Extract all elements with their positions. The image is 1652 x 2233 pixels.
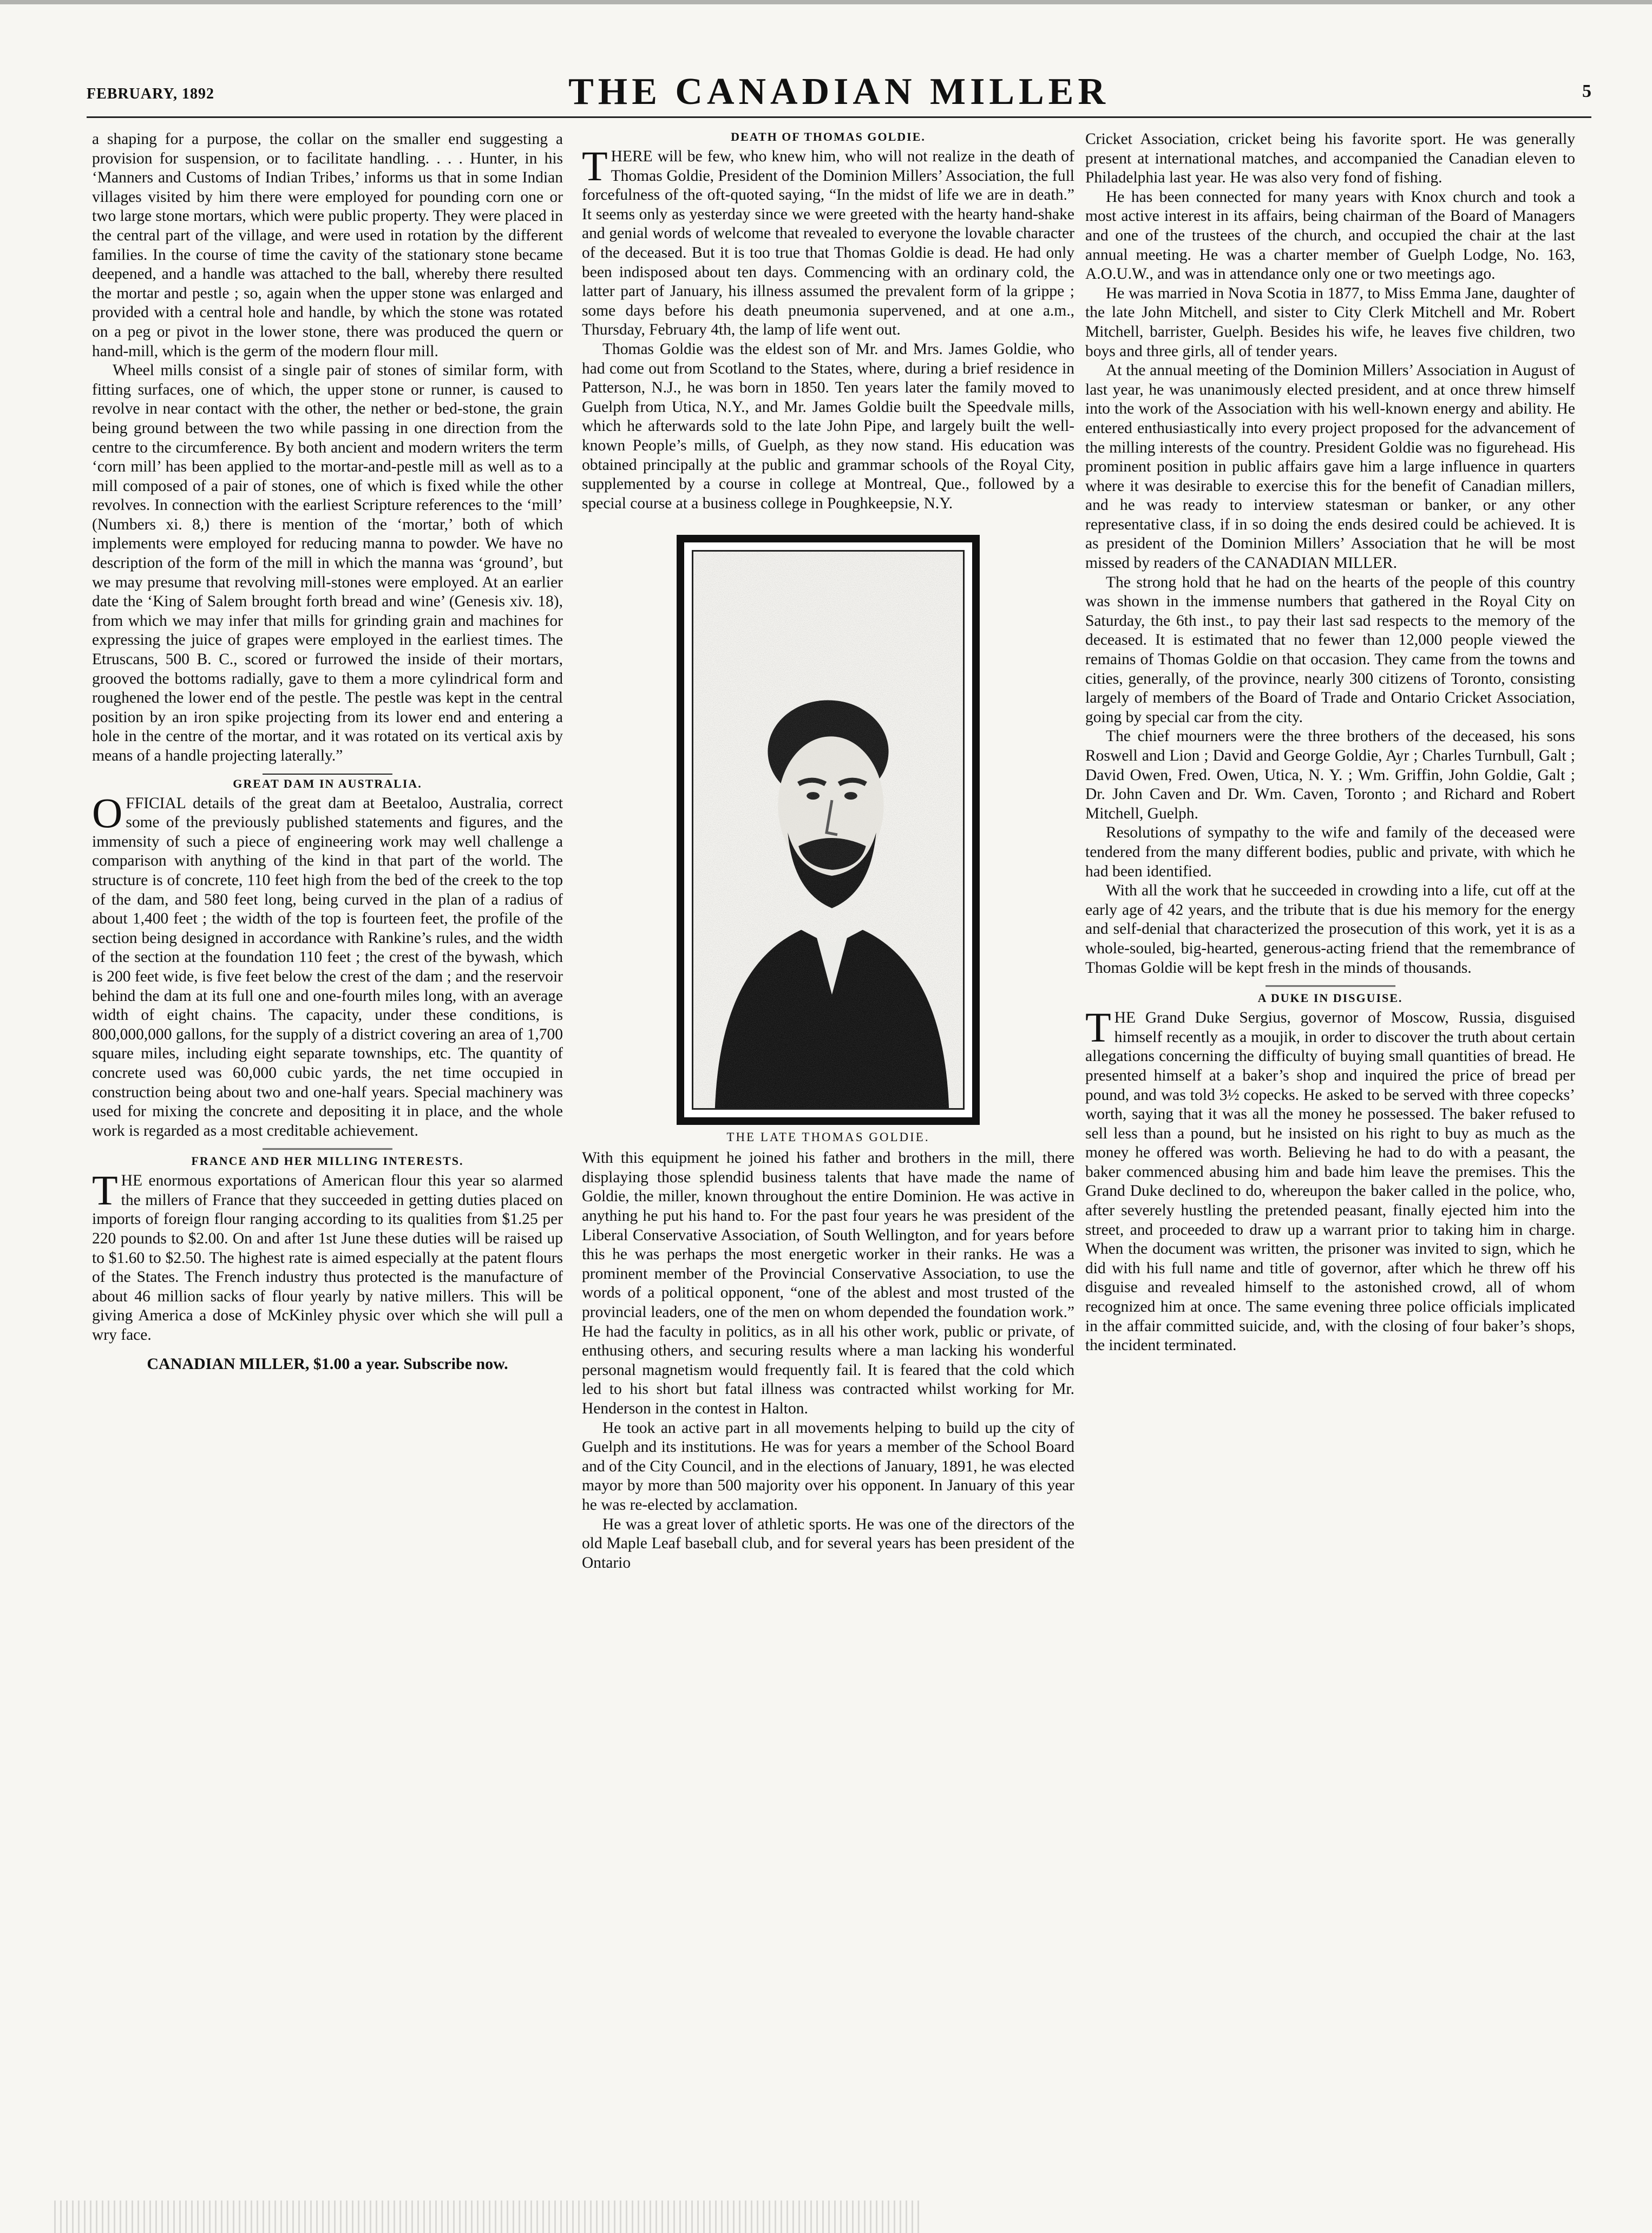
subscribe-notice: CANADIAN MILLER, $1.00 a year. Subscribe now. [147, 1354, 508, 1373]
goldie-paragraph: He was a great lover of athletic sports. He was one of the directors of the old Maple Leaf baseball club, and for several years has been president of the Ontario [582, 1515, 1074, 1571]
scan-edge-bottom [54, 2201, 920, 2233]
column-2 [582, 130, 1074, 1573]
duke-heading: A DUKE IN DISGUISE. [1257, 991, 1403, 1005]
goldie-paragraph: Resolutions of sympathy to the wife and family of the deceased were tendered from the many different bodies, public and private, with which he had been identified. [1085, 824, 1575, 880]
france-heading: FRANCE AND HER MILLING INTERESTS. [191, 1154, 464, 1168]
dam-heading: GREAT DAM IN AUSTRALIA. [233, 776, 422, 790]
portrait-frame [677, 535, 980, 1125]
goldie-paragraph: Thomas Goldie was the eldest son of Mr. and Mrs. James Goldie, who had come out from Scotland to the States, where, during a brief residence in Patterson, N.J., he was born in 1850. Ten years later the family moved to Guelph from Utica, N.Y., and Mr. James Goldie built the Speedvale mills, which he afterwards sold to the late John Pipe, and largely built the well-known People’s mills, of Guelph, as they now stand. His education was obtained principally at the public and grammar schools of the Royal City, supplemented by a course in college at Montreal, Que., followed by a special course at a business college in Poughkeepsie, N.Y. [582, 340, 1074, 512]
goldie-paragraph: With this equipment he joined his father and brothers in the mill, there displaying those splendid business talents that have made the name of Goldie, the miller, known throughout the entire Dominion. He was active in anything he put his hand to. For the past four years he was president of the Liberal Conservative Association, of South Wellington, and for years before this he was perhaps the most energetic worker in their ranks. He was a prominent member of the Provincial Conservative Association, to use the words of a political opponent, “one of the ablest and most trusted of the provincial leaders, one of the men on whom depended the foundation work.” He had the faculty in politics, as in all his other work, public or private, of enthusing others, and securing results where a man lacking his wonderful personal magnetism would frequently fail. It is feared that the cold which led to his short but fatal illness was contracted whilst working for Mr. Henderson in the contest in Halton. [582, 1149, 1074, 1417]
dam-article [92, 789, 563, 1141]
page-number: 5 [1582, 81, 1591, 101]
header-rule [87, 116, 1591, 118]
dam-article-text: FFICIAL details of the great dam at Beetaloo, Australia, correct some of the previously published statements and figures, and the immensity of such a piece of engineering work may well challenge a comparison with anything of the kind in that part of the world. The structure is of concrete, 110 feet high from the bed of the creek to the top of the dam, and 580 feet long, being curved in the plan of a radius of about 1,400 feet ; the width of the top is fourteen feet, the profile of the section being designed in accordance with Rankine’s rules, and the width of the section at the foundation 110 feet ; the crest of the bywash, which is 200 feet wide, is five feet below the crest of the dam ; and the reservoir behind the dam at its full one and one-fourth miles long, with an average width of eight chains. The capacity, under these conditions, is 800,000,000 gallons, for the supply of a district covering an area of 1,700 square miles, including eight separate townships, etc. The quantity of concrete used was 60,000 cubic yards, the net time occupied in construction being about two and one-half years. Special machinery was used for mixing the concrete and depositing it in place, and the whole work is regarded as a most creditable achievement. [92, 794, 563, 1140]
portrait-image [693, 552, 963, 1108]
duke-article-text: HE Grand Duke Sergius, governor of Moscow, Russia, disguised himself recently as a moujik, in order to discover the truth about certain allegations concerning the difficulty of buying small quantities of bread. He presented himself at a baker’s shop and inquired the price of bread per pound, and was told 3½ copecks. He asked to be served with three copecks’ worth, saying that it was all the money he possessed. The baker refused to sell less than a pound, but he insisted on his right to buy as much as the money he offered was worth. Believing he had to do with a peasant, the baker commenced abusing him and bade him leave the premises. This the Grand Duke declined to do, whereupon the baker called in the police, who, after severely hustling the pretended peasant, finally ejected him into the street, and proceeded to draw up a warrant prior to taking him in charge. When the document was written, the prisoner was invited to sign, which he did with his full name and title of governor, after which he threw off his disguise and revealed himself to the astonished crowd, all of whom recognized him at once. The same evening three police officials implicated in the affair committed suicide, and, with the closing of four baker’s shops, the incident terminated. [1085, 1009, 1575, 1354]
goldie-paragraph: Cricket Association, cricket being his favorite sport. He was generally present at international matches, and accompanied the Canadian eleven to Philadelphia last year. He was also very fond of fishing. [1085, 130, 1575, 187]
goldie-paragraph: He took an active part in all movements helping to build up the city of Guelph and its institutions. He was for years a member of the School Board and of the City Council, and in the elections of January, 1891, he was elected mayor by more than 500 majority over his opponent. In January of this year he was re-elected by acclamation. [582, 1419, 1074, 1514]
goldie-paragraph: At the annual meeting of the Dominion Millers’ Association in August of last year, he was unanimously elected president, and at once threw himself into the work of the Association with his well-known energy and ability. He entered enthusiastically into every project proposed for the advancement of the milling interests of the country. President Goldie was no figurehead. His prominent position in public affairs gave him a large influence in quarters where it was desirable to exercise this for the benefit of Canadian millers, and he was ready to interview statesman or banker, or any other representative class, if in so doing the ends desired could be achieved. It is as president of the Dominion Millers’ Association that he will be most missed by readers of the CANADIAN MILLER. [1085, 362, 1575, 572]
column-1 [92, 130, 563, 1373]
goldie-dropcap: T [582, 142, 608, 189]
goldie-paragraph: He has been connected for many years with Knox church and took a most active interest in its affairs, being chairman of the Board of Managers and one of the trustees of the church, and occupied the chair at the last annual meeting. He was a charter member of Guelph Lodge, No. 163, A.O.U.W., and was in attendance only one or two meetings ago. [1085, 188, 1575, 283]
scan-edge-top [0, 0, 1652, 22]
column-3 [1085, 130, 1575, 1355]
dam-dropcap: O [92, 789, 123, 836]
portrait-photo [692, 550, 965, 1110]
goldie-paragraph: The chief mourners were the three brothers of the deceased, his sons Roswell and Lion ; David and George Goldie, Ayr ; Charles Turnbull, Galt ; David Owen, Fred. Owen, Utica, N. Y. ; Wm. Griffin, John Goldie, Galt ; Dr. John Caven and Dr. Wm. Caven, Toronto ; and Richard and Robert Mitchell, Guelph. [1085, 728, 1575, 822]
issue-date: FEBRUARY, 1892 [87, 86, 215, 102]
section-divider [263, 774, 392, 775]
goldie-paragraph: With all the work that he succeeded in crowding into a life, cut off at the early age of 42 years, and the tribute that is due his memory for the energy and self-denial that characterized the prosecution of this work, yet it is as a whole-souled, big-hearted, generous-acting friend that the remembrance of Thomas Goldie will be kept fresh in the minds of thousands. [1085, 882, 1575, 977]
article-continued-paragraph: a shaping for a purpose, the collar on the smaller end suggesting a provision for suspension, or to facilitate handling. . . . Hunter, in his ‘Manners and Customs of Indian Tribes,’ informs us that in some Indian villages visited by him there were employed for pounding corn one or two large stone mortars, which were public property. They were placed in the central part of the village, and were used in rotation by the different families. In the course of time the cavity of the stationary stone became deepened, and a handle was attached to the ball, whereby there resulted the mortar and pestle ; so, again when the upper stone was enlarged and provided with a central hole and handle, by which the stone was rotated on a peg or pivot in the lower stone, there was produced the quern or hand-mill, which is the germ of the modern flour mill. [92, 130, 563, 360]
duke-dropcap: T [1085, 1004, 1111, 1051]
section-divider [1266, 985, 1395, 989]
goldie-paragraph: The strong hold that he had on the hearts of the people of this country was shown in the immense numbers that gathered in the Royal City on Saturday, the 6th inst., to pay their last sad respects to the memory of the deceased. It is estimated that no fewer than 12,000 people viewed the remains of Thomas Goldie on that occasion. They came from the towns and cities, generally, of the province, nearly 300 citizens of Toronto, consisting largely of members of the Board of Trade and Ontario Cricket Association, going by special car from the city. [1085, 573, 1575, 726]
goldie-paragraph: He was married in Nova Scotia in 1877, to Miss Emma Jane, daughter of the late John Mitchell, and sister to City Clerk Mitchell and Mr. Robert Mitchell, barrister, Guelph. Besides his wife, he leaves five children, two boys and three girls, all of tender years. [1085, 284, 1575, 360]
goldie-paragraph-text: HERE will be few, who knew him, who will not realize in the death of Thomas Goldie, President of the Dominion Millers’ Association, the full forcefulness of the oft-quoted saying, “In the midst of life we are in death.” It seems only as yesterday since we were greeted with the hearty hand-shake and genial words of welcome that revealed to everyone the lovable character of the deceased. But it is too true that Thomas Goldie is dead. He had only been indisposed about ten days. Commencing with an ordinary cold, the latter part of January, his illness assumed the prevalent form of la grippe ; some days before his death pneumonia supervened, and at one a.m., Thursday, February 4th, the lamp of life went out. [582, 148, 1074, 339]
france-article [92, 1167, 563, 1345]
masthead-title: THE CANADIAN MILLER [568, 71, 1110, 113]
goldie-heading: DEATH OF THOMAS GOLDIE. [731, 130, 926, 143]
france-dropcap: T [92, 1167, 118, 1214]
section-divider [263, 1148, 392, 1152]
page-header [87, 70, 1591, 114]
france-article-text: HE enormous exportations of American flour this year so alarmed the millers of France that they succeeded in getting duties placed on imports of foreign flour ranging according to its qualities from $1.25 per 220 pounds to $2.00. On and after 1st June these duties will be raised up to $1.60 to $2.50. The highest rate is aimed especially at the patent flours of the States. The French industry thus protected is the manufacture of about 46 million sacks of flour yearly by native millers. This will be giving America a dose of McKinley physic over which she will pull a wry face. [92, 1172, 563, 1344]
goldie-paragraph [582, 142, 1074, 340]
article-continued-paragraph: Wheel mills consist of a single pair of stones of similar form, with fitting surfaces, one of which, the upper stone or runner, is caused to revolve in near contact with the other, the nether or bed-stone, the grain being ground between the two while passing in one direction from the centre to the circumference. By both ancient and modern writers the term ‘corn mill’ has been applied to the mortar-and-pestle mill as well as to a mill composed of a pair of stones, one of which is fixed while the other revolves. In connection with the earliest Scripture references to the ‘mill’ (Numbers xi. 8,) there is mention of the ‘mortar,’ both of which implements were employed for reducing manna to powder. We have no description of the form of the mill in which the manna was ‘ground’, but we may presume that revolving mill-stones were employed. At an earlier date the ‘King of Salem brought forth bread and wine’ (Genesis xiv. 18), from which we may infer that mills for grinding grain and machines for expressing the juice of grapes were employed in the earliest times. The Etruscans, 500 B. C., scored or furrowed the inside of their mortars, grooved the bottoms radially, gave to them a more cylindrical form and roughened the lower end of the pestle. The pestle was kept in the central position by an iron spike projecting from its lower end and entering a hole in the centre of the mortar, and it was rotated on its vertical axis by means of a handle projecting laterally.” [92, 362, 563, 764]
portrait-caption: THE LATE THOMAS GOLDIE. [726, 1130, 930, 1144]
duke-article [1085, 1004, 1575, 1355]
